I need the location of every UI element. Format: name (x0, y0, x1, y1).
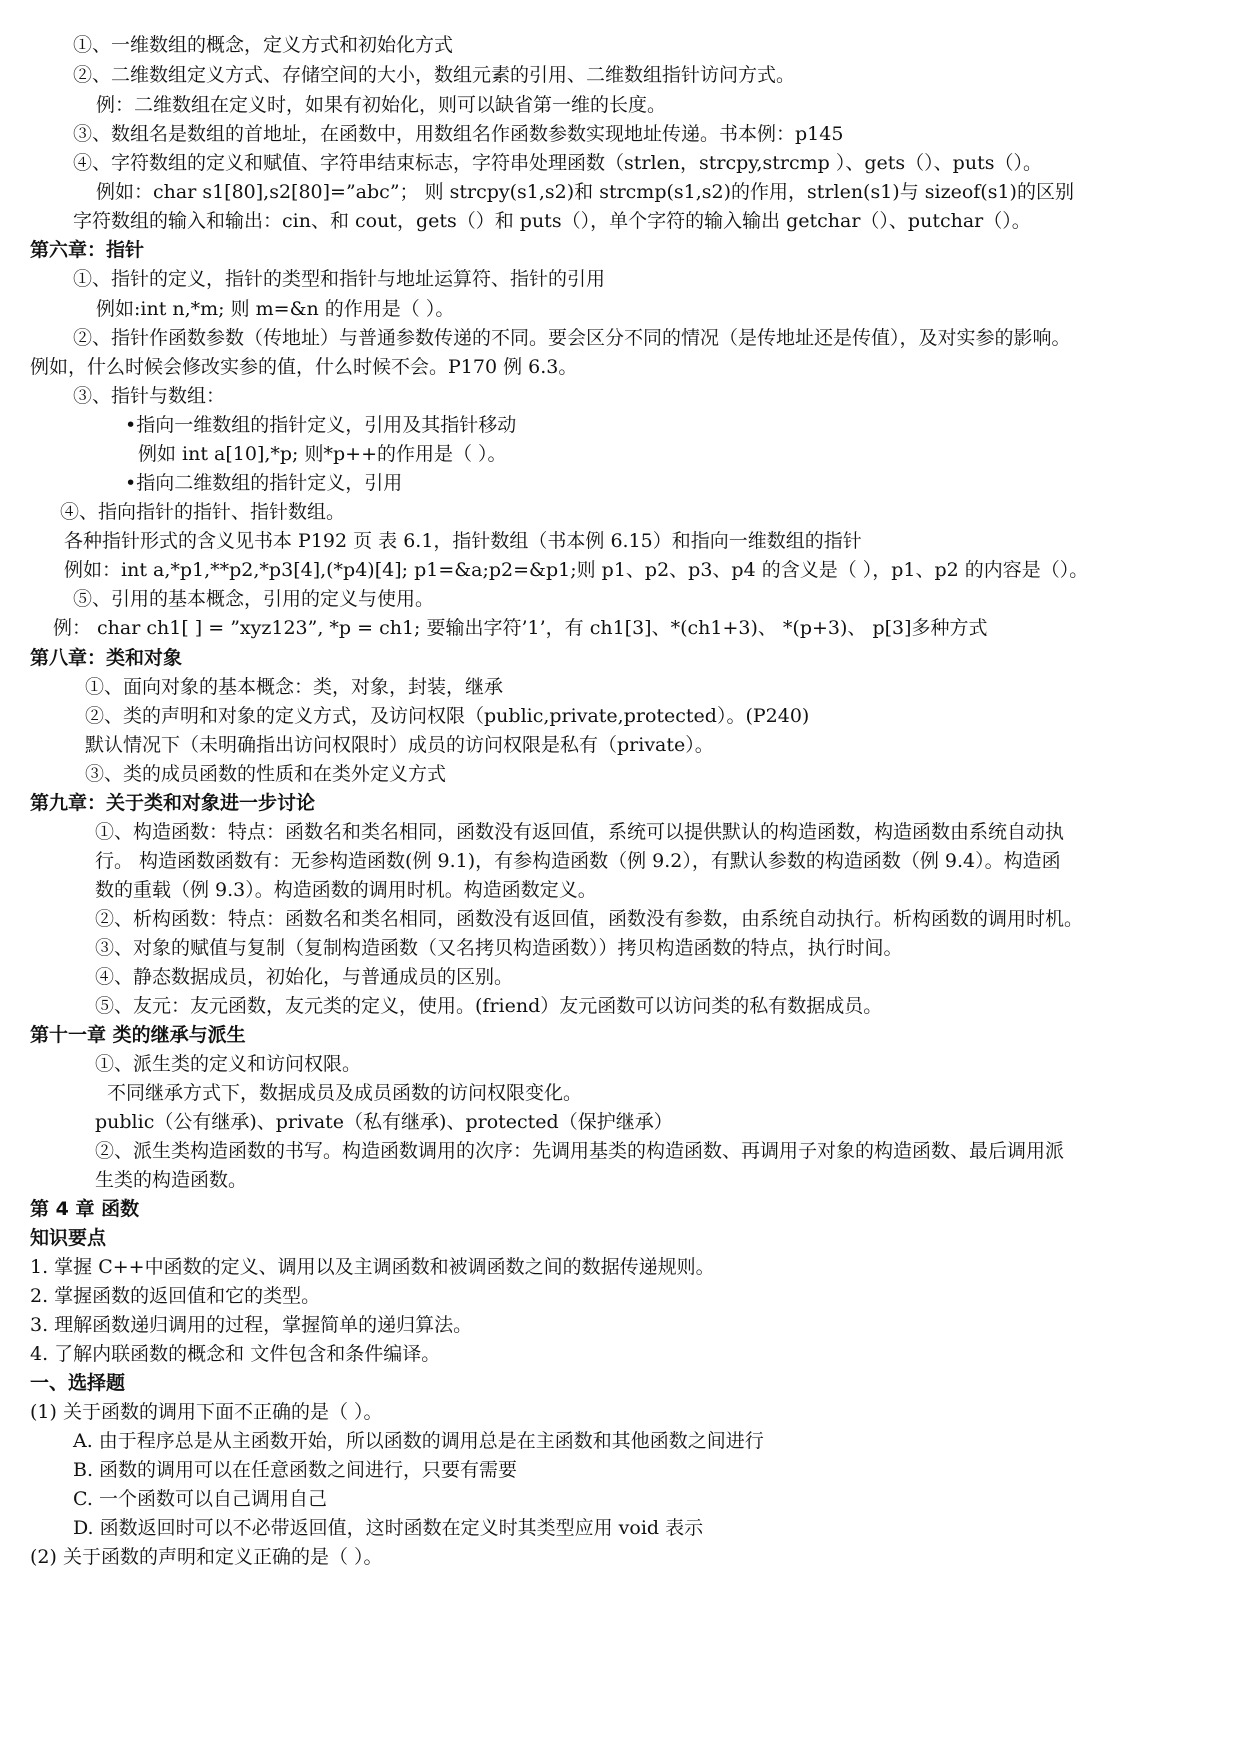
chapter-heading: 第十一章 类的继承与派生 (30, 1024, 246, 1046)
text-line: public（公有继承)、private（私有继承)、protected（保护继承） (95, 1111, 673, 1133)
chapter-heading: 第六章：指针 (30, 239, 145, 261)
bullet-item: •指向一维数组的指针定义，引用及其指针移动 (125, 414, 517, 436)
text-line: ④、字符数组的定义和赋值、字符串结束标志，字符串处理函数（strlen，strcpy,strcmp ）、gets（）、puts（）。 (73, 152, 1042, 174)
text-line: 例如：int a,*p1,**p2,*p3[4],(*p4)[4]; p1=&a;p2=&p1;则 p1、p2、p3、p4 的含义是（ ），p1、p2 的内容是（）。 (64, 559, 1089, 581)
text-line: ②、类的声明和对象的定义方式，及访问权限（public,private,protected）。(P240) (85, 705, 810, 727)
numbered-item: 1. 掌握 C++中函数的定义、调用以及主调函数和被调函数之间的数据传递规则。 (30, 1256, 715, 1278)
text-line: 字符数组的输入和输出：cin、和 cout，gets（）和 puts（），单个字符的输入输出 getchar（）、putchar（）。 (73, 210, 1031, 232)
text-line: ③、类的成员函数的性质和在类外定义方式 (85, 763, 447, 785)
question: (2) 关于函数的声明和定义正确的是（ ）。 (30, 1546, 383, 1568)
text-line: ③、指针与数组： (73, 385, 226, 407)
text-line: 例如，什么时候会修改实参的值，什么时候不会。P170 例 6.3。 (30, 356, 578, 378)
text-line: 默认情况下（未明确指出访问权限时）成员的访问权限是私有（private）。 (85, 734, 714, 756)
text-line: 不同继承方式下，数据成员及成员函数的访问权限变化。 (107, 1082, 583, 1104)
text-line: ②、析构函数：特点：函数名和类名相同，函数没有返回值，函数没有参数，由系统自动执行。析构函数的调用时机。 (95, 908, 1084, 930)
text-line: 生类的构造函数。 (95, 1169, 248, 1191)
text-line: ①、面向对象的基本概念：类，对象，封装，继承 (85, 676, 504, 698)
chapter-heading: 第 4 章 函数 (30, 1198, 140, 1220)
text-line: ⑤、引用的基本概念，引用的定义与使用。 (73, 588, 435, 610)
text-line: 行。 构造函数函数有：无参构造函数(例 9.1)，有参构造函数（例 9.2），有默认参数的构造函数（例 9.4）。构造函 (95, 850, 1061, 872)
text-line: ②、二维数组定义方式、存储空间的大小，数组元素的引用、二维数组指针访问方式。 (73, 64, 796, 86)
text-line: ⑤、友元：友元函数，友元类的定义，使用。(friend）友元函数可以访问类的私有数据成员。 (95, 995, 883, 1017)
text-line: ①、派生类的定义和访问权限。 (95, 1053, 362, 1075)
numbered-item: 2. 掌握函数的返回值和它的类型。 (30, 1285, 321, 1307)
text-line: ④、指向指针的指针、指针数组。 (60, 501, 346, 523)
text-line: ①、指针的定义，指针的类型和指针与地址运算符、指针的引用 (73, 268, 606, 290)
answer-option: A. 由于程序总是从主函数开始，所以函数的调用总是在主函数和其他函数之间进行 (73, 1430, 764, 1452)
text-line: 例：二维数组在定义时，如果有初始化，则可以缺省第一维的长度。 (96, 94, 667, 116)
section-heading: 一、选择题 (30, 1372, 126, 1394)
answer-option: D. 函数返回时可以不必带返回值，这时函数在定义时其类型应用 void 表示 (73, 1517, 704, 1539)
text-line: ③、对象的赋值与复制（复制构造函数（又名拷贝构造函数））拷贝构造函数的特点，执行时间。 (95, 937, 903, 959)
text-line: 例如 int a[10],*p; 则*p++的作用是（ ）。 (138, 443, 507, 465)
answer-option: B. 函数的调用可以在任意函数之间进行，只要有需要 (73, 1459, 518, 1481)
text-line: 例如：char s1[80],s2[80]=”abc”； 则 strcpy(s1,s2)和 strcmp(s1,s2)的作用，strlen(s1)与 sizeof(s1)的区别 (96, 181, 1074, 203)
numbered-item: 3. 理解函数递归调用的过程，掌握简单的递归算法。 (30, 1314, 473, 1336)
text-line: 例： char ch1[ ] = ”xyz123”, *p = ch1; 要输出字符’1’，有 ch1[3]、*(ch1+3)、 *(p+3)、 p[3]多种方式 (53, 617, 988, 639)
chapter-heading: 第八章：类和对象 (30, 647, 183, 669)
text-line: 例如:int n,*m; 则 m=&n 的作用是（ ）。 (96, 298, 455, 320)
section-heading: 知识要点 (30, 1227, 107, 1249)
text-line: 各种指针形式的含义见书本 P192 页 表 6.1，指针数组（书本例 6.15）和指向一维数组的指针 (64, 530, 862, 552)
text-line: ②、指针作函数参数（传地址）与普通参数传递的不同。要会区分不同的情况（是传地址还是传值），及对实参的影响。 (73, 327, 1071, 349)
chapter-heading: 第九章：关于类和对象进一步讨论 (30, 792, 316, 814)
text-line: 数的重载（例 9.3）。构造函数的调用时机。构造函数定义。 (95, 879, 597, 901)
text-line: ③、数组名是数组的首地址，在函数中，用数组名作函数参数实现地址传递。书本例：p145 (73, 123, 844, 145)
question: (1) 关于函数的调用下面不正确的是（ ）。 (30, 1401, 383, 1423)
answer-option: C. 一个函数可以自己调用自己 (73, 1488, 327, 1510)
bullet-item: •指向二维数组的指针定义，引用 (125, 472, 403, 494)
text-line: ①、一维数组的概念，定义方式和初始化方式 (73, 34, 454, 56)
numbered-item: 4. 了解内联函数的概念和 文件包含和条件编译。 (30, 1343, 441, 1365)
text-line: ①、构造函数：特点：函数名和类名相同，函数没有返回值，系统可以提供默认的构造函数，构造函数由系统自动执 (95, 821, 1065, 843)
text-line: ②、派生类构造函数的书写。构造函数调用的次序：先调用基类的构造函数、再调用子对象的构造函数、最后调用派 (95, 1140, 1065, 1162)
text-line: ④、静态数据成员，初始化，与普通成员的区别。 (95, 966, 514, 988)
